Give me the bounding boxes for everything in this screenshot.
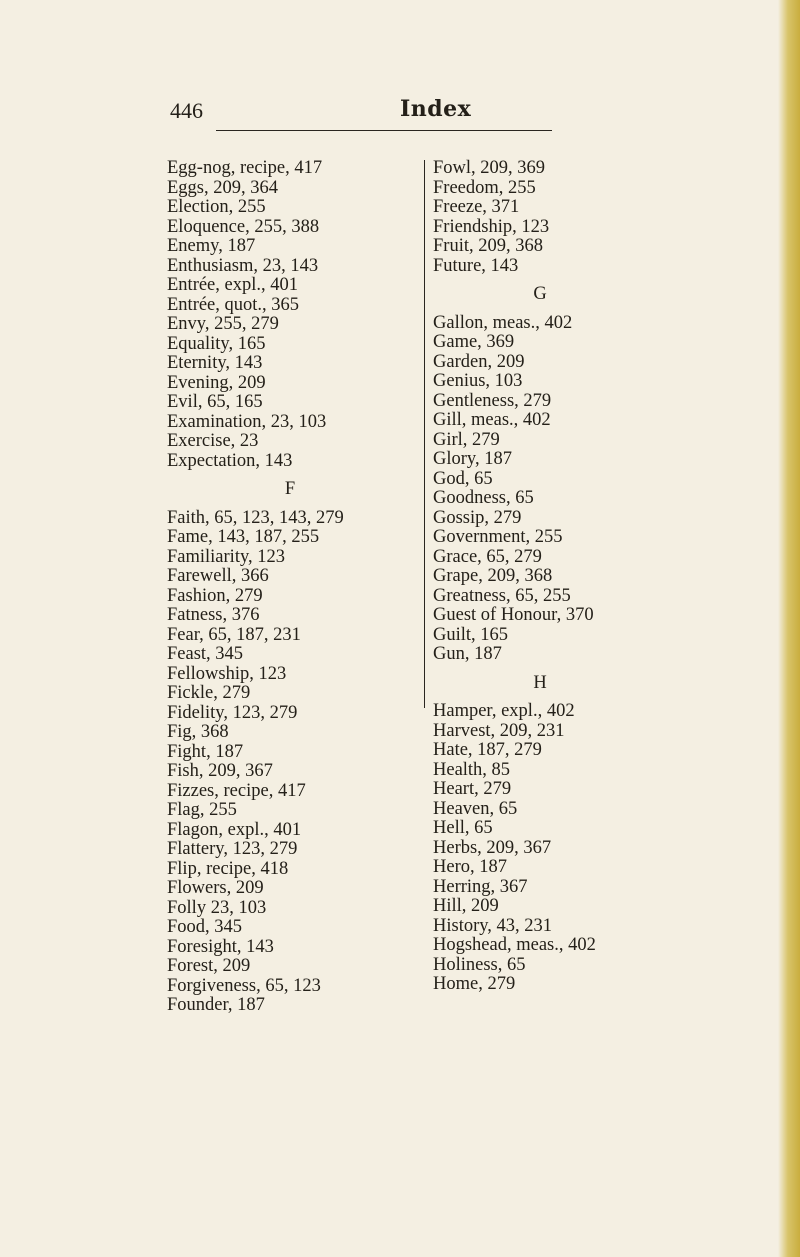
index-entry: Feast, 345	[167, 644, 244, 664]
index-column-left	[167, 159, 413, 1016]
index-entry: Hate, 187, 279	[433, 740, 542, 760]
index-entry: Enthusiasm, 23, 143	[167, 255, 319, 276]
index-entry: Faith, 65, 123, 143, 279	[167, 507, 344, 528]
index-entry: Hamper, expl., 402	[433, 701, 575, 721]
section-letter: F	[284, 479, 296, 499]
index-entry: Fidelity, 123, 279	[167, 702, 298, 723]
index-entry: Folly 23, 103	[167, 897, 267, 918]
index-entry: Friendship, 123	[433, 216, 550, 237]
index-entry: Future, 143	[433, 255, 519, 276]
index-entry: Grace, 65, 279	[433, 546, 542, 567]
index-entry: Flowers, 209	[167, 878, 264, 898]
index-column-right	[433, 159, 647, 995]
index-entry: Familiarity, 123	[167, 546, 286, 567]
index-entry: Examination, 23, 103	[167, 411, 327, 432]
index-entry: Hogshead, meas., 402	[433, 935, 596, 955]
index-entry: Gentleness, 279	[433, 390, 552, 411]
index-entry: Hill, 209	[433, 896, 499, 916]
index-entry: Guest of Honour, 370	[433, 605, 594, 625]
page-number: 446	[170, 98, 203, 123]
column-divider	[424, 160, 425, 708]
index-entry: Fish, 209, 367	[167, 761, 273, 781]
index-entry: Government, 255	[433, 527, 563, 547]
index-entry: Hero, 187	[433, 857, 507, 877]
index-entry: Hell, 65	[433, 818, 493, 838]
index-entry: Glory, 187	[433, 449, 512, 469]
index-entry: Holiness, 65	[433, 954, 526, 975]
index-entry: Entrée, expl., 401	[167, 275, 298, 295]
index-entry: Garden, 209	[433, 351, 525, 372]
index-entry: Herbs, 209, 367	[433, 837, 552, 858]
index-entry: Genius, 103	[433, 371, 523, 391]
index-entry: Fig, 368	[167, 722, 229, 742]
section-letter: G	[533, 284, 547, 304]
index-entry: Fickle, 279	[167, 683, 251, 703]
index-entry: Flip, recipe, 418	[167, 858, 289, 879]
index-entry: Flagon, expl., 401	[167, 819, 302, 840]
index-entry: Exercise, 23	[167, 431, 259, 451]
index-entry: Fight, 187	[167, 741, 244, 762]
index-entry: History, 43, 231	[433, 915, 553, 936]
index-entry: Home, 279	[433, 974, 516, 994]
index-entry: Eloquence, 255, 388	[167, 216, 320, 237]
index-entry: Greatness, 65, 255	[433, 585, 571, 606]
index-entry: Fowl, 209, 369	[433, 158, 546, 178]
index-entry: Herring, 367	[433, 876, 528, 897]
index-entry: Evening, 209	[167, 372, 266, 393]
index-entry: Forgiveness, 65, 123	[167, 975, 321, 996]
index-entry: Girl, 279	[433, 429, 500, 450]
index-entry: Fellowship, 123	[167, 663, 287, 684]
index-entry: Harvest, 209, 231	[433, 720, 565, 741]
index-entry: Fruit, 209, 368	[433, 236, 543, 256]
index-entry: Game, 369	[433, 332, 515, 352]
index-entry: Gun, 187	[433, 644, 502, 664]
index-entry: Enemy, 187	[167, 236, 256, 256]
index-entry: God, 65	[433, 468, 493, 489]
index-entry: Health, 85	[433, 759, 511, 780]
index-entry: Guilt, 165	[433, 624, 509, 645]
index-entry: Gallon, meas., 402	[433, 312, 573, 333]
index-entry: Equality, 165	[167, 333, 266, 354]
index-entry: Fatness, 376	[167, 605, 260, 625]
index-entry: Fizzes, recipe, 417	[167, 780, 306, 801]
index-entry: Evil, 65, 165	[167, 392, 263, 412]
index-entry: Grape, 209, 368	[433, 566, 553, 586]
index-entry: Foresight, 143	[167, 936, 274, 957]
index-entry: Food, 345	[167, 917, 243, 937]
index-entry: Heart, 279	[433, 779, 512, 799]
index-entry: Founder, 187	[167, 995, 265, 1015]
index-entry: Election, 255	[167, 197, 266, 217]
index-entry: Expectation, 143	[167, 450, 293, 471]
section-letter: H	[533, 672, 547, 693]
index-entry: Forest, 209	[167, 956, 251, 976]
running-head: Index	[400, 96, 472, 122]
index-entry: Freedom, 255	[433, 177, 536, 198]
index-entry: Fame, 143, 187, 255	[167, 527, 320, 547]
index-entry: Flattery, 123, 279	[167, 839, 298, 859]
index-entry: Fashion, 279	[167, 585, 263, 606]
index-entry: Farewell, 366	[167, 566, 269, 586]
index-entry: Goodness, 65	[433, 488, 534, 508]
index-entry: Freeze, 371	[433, 197, 520, 217]
index-entry: Gill, meas., 402	[433, 410, 551, 430]
index-entry: Fear, 65, 187, 231	[167, 624, 301, 645]
index-entry: Egg-nog, recipe, 417	[167, 158, 323, 178]
header-rule	[216, 130, 552, 131]
index-entry: Envy, 255, 279	[167, 314, 279, 334]
index-entry: Eggs, 209, 364	[167, 177, 278, 198]
index-entry: Eternity, 143	[167, 353, 263, 373]
index-entry: Heaven, 65	[433, 798, 518, 819]
index-entry: Flag, 255	[167, 800, 237, 820]
index-entry: Gossip, 279	[433, 507, 522, 528]
index-entry: Entrée, quot., 365	[167, 294, 300, 315]
page-edge-shadow	[778, 0, 800, 1257]
